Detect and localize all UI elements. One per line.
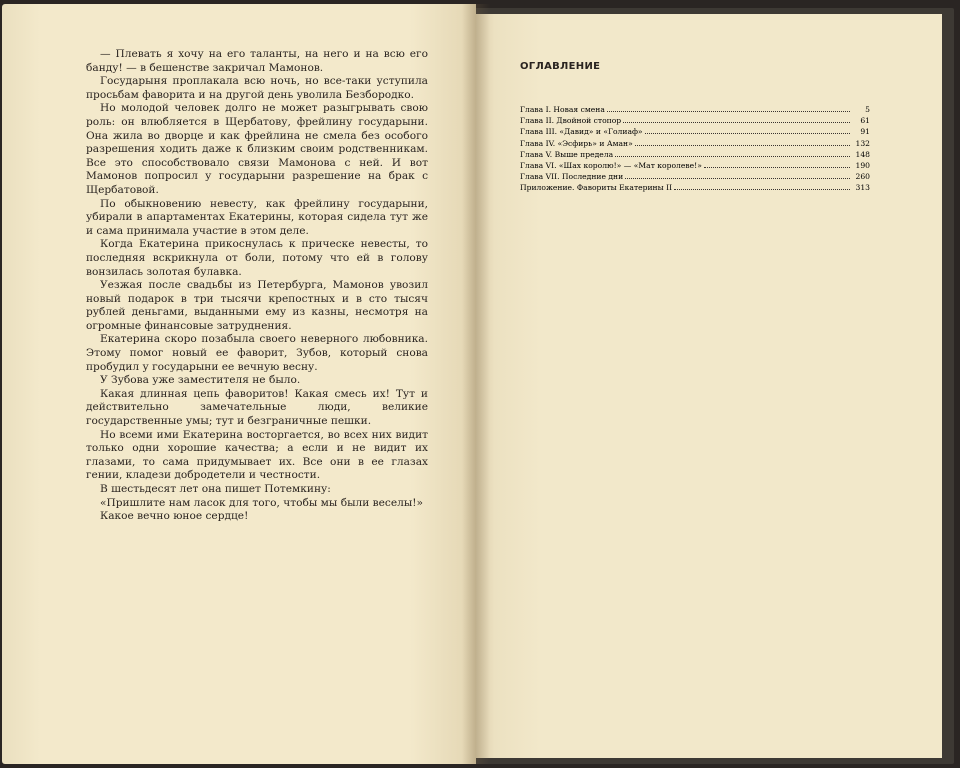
toc-entry-page: 91	[860, 127, 870, 137]
toc-entry	[520, 160, 870, 171]
toc-entry	[520, 182, 870, 193]
toc-leader-dots	[635, 138, 850, 146]
toc-entry-label: Глава VII. Последние дни	[520, 172, 624, 182]
book-spine	[462, 4, 490, 764]
toc-entry	[520, 171, 870, 182]
paragraph: «Пришлите нам ласок для того, чтобы мы были веселы!»	[100, 496, 423, 509]
toc-entry-label: Глава VI. «Шах королю!» — «Мат королеве!»	[520, 161, 702, 171]
toc-entry	[520, 115, 870, 126]
paragraph: В шестьдесят лет она пишет Потемкину:	[100, 483, 331, 495]
paragraph: Когда Екатерина прикоснулась к прическе невесты, то последняя вскрикнула от боли, потому что ей в голову вонзилась золотая булавка.	[86, 238, 428, 278]
toc-leader-dots	[704, 160, 850, 168]
toc-entry-label: Глава I. Новая смена	[520, 105, 605, 114]
toc-leader-dots	[674, 182, 850, 190]
toc-entry-label: Глава IV. «Эсфирь» и Аман»	[520, 138, 633, 148]
toc-entry-page: 260	[855, 172, 870, 182]
paragraph: — Плевать я хочу на его таланты, на него и на всю его банду! — в бешенстве закричал Мамонов.	[86, 48, 428, 74]
left-page	[2, 4, 476, 764]
paragraph: Но всеми ими Екатерина восторгается, во всех них видит только одни хорошие качества; а если и не видит их глазами, то сама придумывает их. Все они в ее глазах гении, кладези добродетели и честности.	[86, 428, 428, 482]
paragraph: Екатерина скоро позабыла своего неверного любовника. Этому помог новый ее фаворит, Зубов, который снова пробудил у государыни ее вечную весну.	[86, 333, 428, 373]
paragraph: Государыня проплакала всю ночь, но все-таки уступила просьбам фаворита и на другой день уволила Безбородко.	[86, 75, 428, 101]
toc-entry-page: 190	[855, 161, 870, 171]
toc-leader-dots	[625, 171, 850, 179]
toc-entry-page: 61	[860, 116, 870, 126]
toc-entry-page: 132	[855, 138, 870, 148]
paragraph: У Зубова уже заместителя не было.	[100, 374, 301, 387]
left-page-text	[86, 48, 428, 524]
toc-entry-page: 148	[855, 149, 870, 159]
toc-entry-label: Глава II. Двойной стопор	[520, 116, 622, 126]
toc-entry-label: Приложение. Фавориты Екатерины II	[520, 183, 673, 193]
paragraph: По обыкновению невесту, как фрейлину государыни, убирали в апартаментах Екатерины, которая сидела тут же и сама принимала участие в этом деле.	[86, 197, 428, 237]
table-of-contents	[520, 104, 870, 194]
toc-title: ОГЛАВЛЕНИЕ	[520, 61, 601, 72]
toc-entry-page: 5	[865, 105, 870, 114]
toc-entry-label: Глава III. «Давид» и «Голиаф»	[520, 127, 643, 137]
toc-leader-dots	[623, 115, 850, 123]
toc-leader-dots	[615, 149, 850, 157]
toc-leader-dots	[645, 126, 850, 134]
toc-entry	[520, 126, 870, 137]
toc-entry	[520, 104, 870, 115]
paragraph: Но молодой человек долго не может разыгрывать свою роль: он влюбляется в Щербатову, фрейлину государыни. Она жила во дворце и как фрейлина не смела без особого разрешения ходить даже к близким своим родственникам. Все это способствовало связи Мамонова с ней. И вот Мамонов попросил у государыни разрешение на брак с Щербатовой.	[86, 102, 428, 196]
toc-entry	[520, 149, 870, 160]
paragraph: Какое вечно юное сердце!	[100, 510, 249, 523]
toc-entry-page: 313	[855, 183, 870, 193]
paragraph: Уезжая после свадьбы из Петербурга, Мамонов увозил новый подарок в три тысячи крепостных и в сто тысяч рублей деньгами, выданными ему из казны, несмотря на огромные финансовые затруднения.	[86, 279, 428, 332]
toc-entry	[520, 138, 870, 149]
paragraph: Какая длинная цепь фаворитов! Какая смесь их! Тут и действительно замечательные люди, великие государственные умы; тут и безграничные пешки.	[86, 387, 428, 428]
toc-entry-label: Глава V. Выше предела	[520, 149, 614, 159]
toc-leader-dots	[607, 104, 850, 112]
